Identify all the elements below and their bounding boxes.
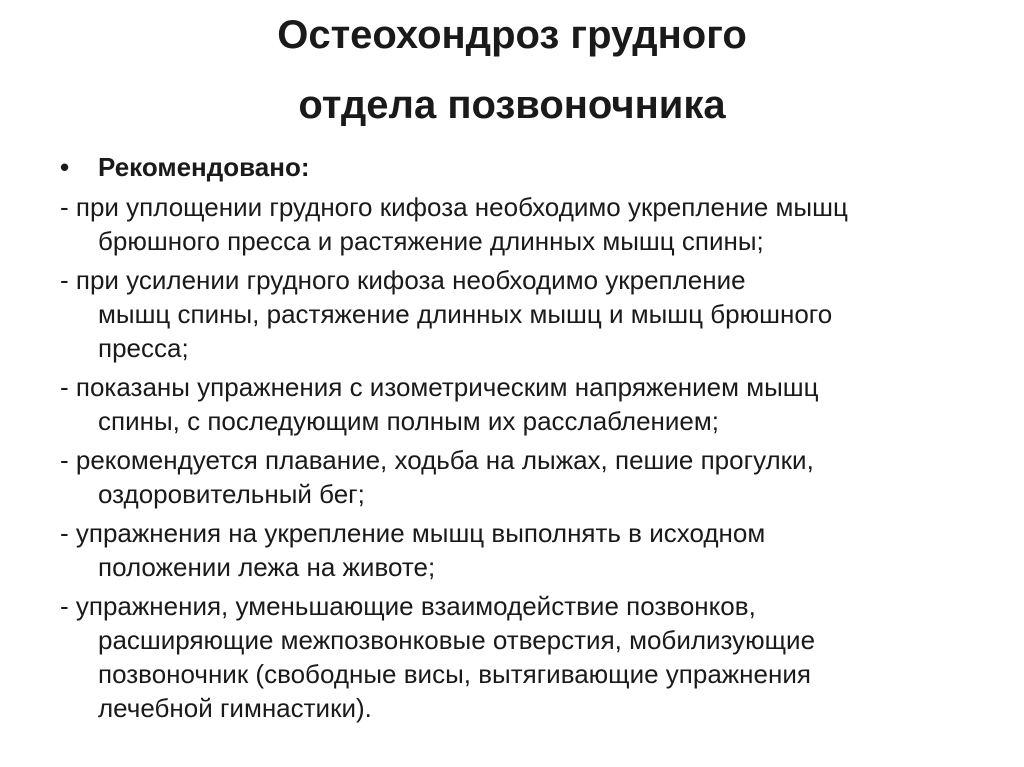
slide-title [0,0,1024,140]
item-line: - рекомендуется плавание, ходьба на лыжах, пешие прогулки, [60,445,814,475]
recommended-label: Рекомендовано: [98,152,310,182]
slide-content [0,150,1000,730]
recommendation-item-3 [0,370,1000,438]
title-line-1: Остеохондроз грудного [277,13,747,57]
recommendation-item-2 [0,263,1000,365]
bullet-icon: • [60,152,70,182]
item-line: спины, с последующим полным их расслаблением; [98,406,719,436]
recommendation-item-6 [0,589,1000,725]
item-line: мышц спины, растяжение длинных мышц и мышц брюшного [98,299,833,329]
item-line: брюшного пресса и растяжение длинных мышц спины; [98,226,764,256]
recommendation-item-1 [0,190,1000,258]
item-line: - показаны упражнения с изометрическим напряжением мышц [60,372,819,402]
title-line-2: отдела позвоночника [298,83,726,127]
item-line: оздоровительный бег; [98,479,365,509]
item-line: пресса; [98,333,189,363]
item-line: - при усилении грудного кифоза необходимо укрепление [60,265,746,295]
item-line: положении лежа на животе; [98,552,436,582]
item-line: лечебной гимнастики). [98,693,372,723]
item-line: - упражнения на укрепление мышц выполнять в исходном [60,518,766,548]
item-line: позвоночник (свободные висы, вытягивающие упражнения [98,659,811,689]
item-line: - при уплощении грудного кифоза необходимо укрепление мышц [60,192,848,222]
item-line: - упражнения, уменьшающие взаимодействие позвонков, [60,591,756,621]
recommended-bullet [0,150,1000,184]
recommendation-item-5 [0,516,1000,584]
recommendation-item-4 [0,443,1000,511]
item-line: расширяющие межпозвонковые отверстия, мобилизующие [98,625,816,655]
